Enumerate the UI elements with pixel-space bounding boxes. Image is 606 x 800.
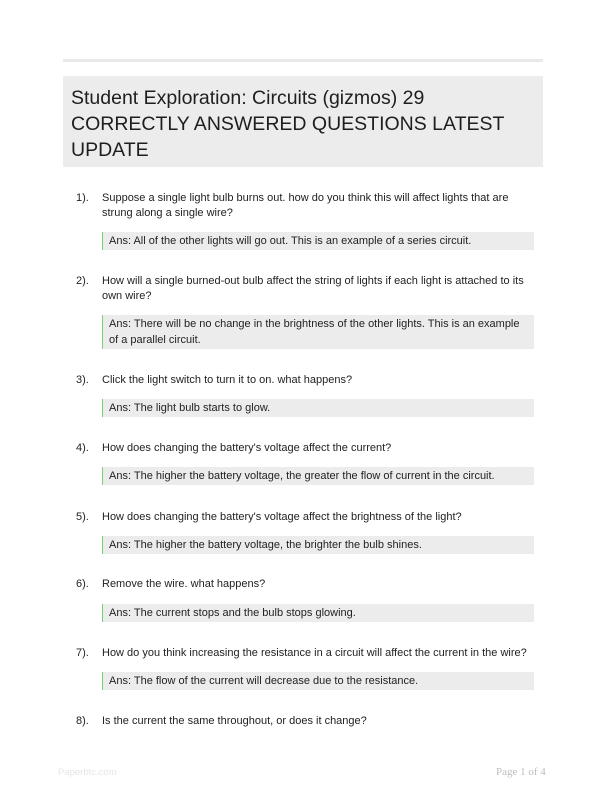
answer-box: Ans: All of the other lights will go out. This is an example of a series circuit. — [102, 232, 534, 250]
question-number: 6). — [76, 578, 89, 590]
answer-box: Ans: The higher the battery voltage, the greater the flow of current in the circuit. — [102, 467, 534, 485]
question-number: 4). — [76, 442, 89, 454]
question-number: 8). — [76, 715, 89, 727]
document-title: Student Exploration: Circuits (gizmos) 29 CORRECTLY ANSWERED QUESTIONS LATEST UPDATE — [71, 87, 505, 161]
answer-box: Ans: There will be no change in the brightness of the other lights. This is an example of a parallel circuit. — [102, 315, 534, 349]
question-text: Click the light switch to turn it to on. what happens? — [102, 374, 353, 386]
question-number: 2). — [76, 275, 89, 287]
watermark-text: Paperbtc.com — [58, 767, 117, 778]
question-text: How does changing the battery's voltage affect the current? — [102, 442, 392, 454]
question-number: 3). — [76, 374, 89, 386]
question-text: How will a single burned-out bulb affect the string of lights if each light is attached to its own wire? — [102, 275, 524, 302]
answer-box: Ans: The flow of the current will decrease due to the resistance. — [102, 672, 534, 690]
answer-box: Ans: The higher the battery voltage, the brighter the bulb shines. — [102, 536, 534, 554]
question-text: How do you think increasing the resistance in a circuit will affect the current in the wire? — [102, 647, 527, 659]
answer-box: Ans: The light bulb starts to glow. — [102, 399, 534, 417]
question-number: 5). — [76, 511, 89, 523]
question-number: 1). — [76, 192, 89, 204]
question-number: 7). — [76, 647, 89, 659]
question-text: How does changing the battery's voltage affect the brightness of the light? — [102, 511, 462, 523]
question-text: Suppose a single light bulb burns out. how do you think this will affect lights that are strung along a single wire? — [102, 192, 509, 219]
page-indicator: Page 1 of 4 — [496, 766, 546, 778]
question-text: Remove the wire. what happens? — [102, 578, 266, 590]
answer-box: Ans: The current stops and the bulb stops glowing. — [102, 604, 534, 622]
question-text: Is the current the same throughout, or does it change? — [102, 715, 367, 727]
